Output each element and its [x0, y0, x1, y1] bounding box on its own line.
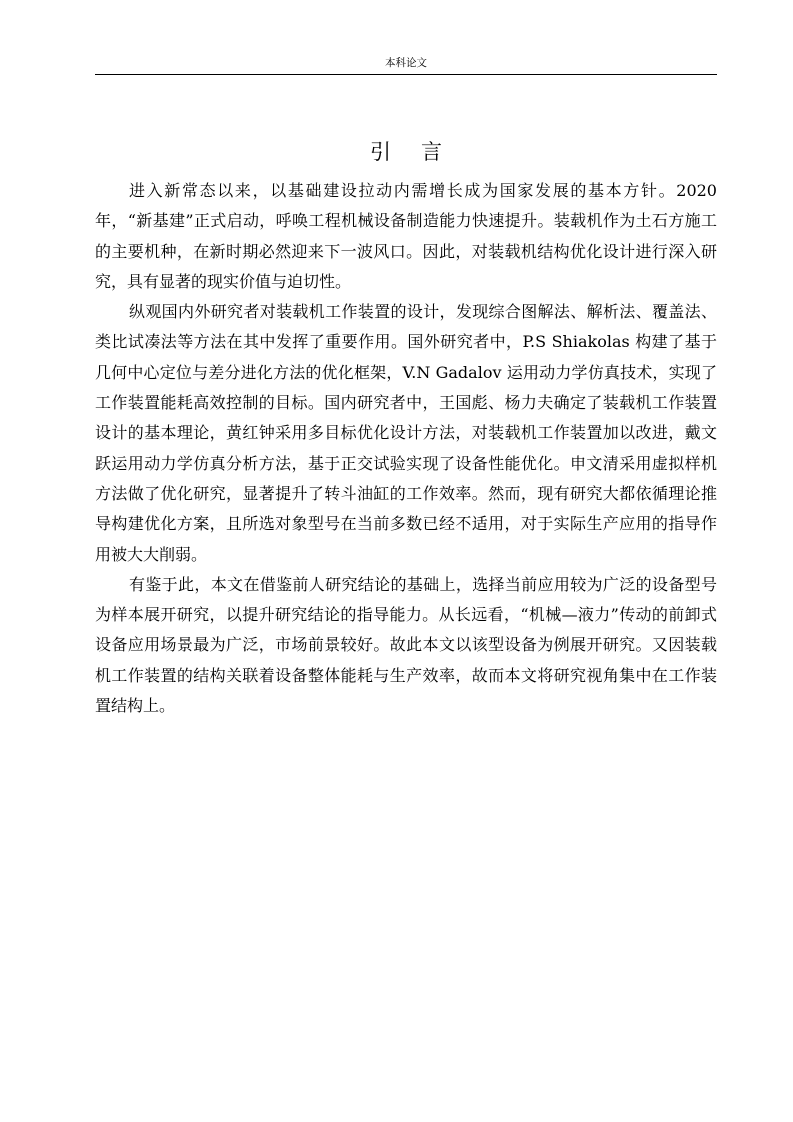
body-text — [95, 176, 717, 721]
header-rule — [95, 74, 717, 75]
paragraph: 纵观国内外研究者对装载机工作装置的设计，发现综合图解法、解析法、覆盖法、类比试凑法等方法在其中发挥了重要作用。国外研究者中，P.S Shiakolas 构建了基于几何中心定位与差分进化方法的优化框架，V.N Gadalov 运用动力学仿真技术，实现了工作装置能耗高效控制的目标。国内研究者中，王国彪、杨力夫确定了装载机工作装置设计的基本理论，黄红钟采用多目标优化设计方法，对装载机工作装置加以改进，戴文跃运用动力学仿真分析方法，基于正交试验实现了设备性能优化。申文清采用虚拟样机方法做了优化研究，显著提升了转斗油缸的工作效率。然而，现有研究大都依循理论推导构建优化方案，且所选对象型号在当前多数已经不适用，对于实际生产应用的指导作用被大大削弱。 — [95, 302, 717, 564]
paragraph: 有鉴于此，本文在借鉴前人研究结论的基础上，选择当前应用较为广泛的设备型号为样本展开研究，以提升研究结论的指导能力。从长远看，“机械—液力”传动的前卸式设备应用场景最为广泛，市场前景较好。故此本文以该型设备为例展开研究。又因装载机工作装置的结构关联着设备整体能耗与生产效率，故而本文将研究视角集中在工作装置结构上。 — [95, 574, 717, 716]
section-title: 引言 — [370, 140, 472, 164]
paragraph: 进入新常态以来，以基础建设拉动内需增长成为国家发展的基本方针。2020年，“新基建”正式启动，呼唤工程机械设备制造能力快速提升。装载机作为土石方施工的主要机种，在新时期必然迎来下一波风口。因此，对装载机结构优化设计进行深入研究，具有显著的现实价值与迫切性。 — [95, 181, 717, 291]
page-header: 本科论文 — [385, 57, 427, 69]
